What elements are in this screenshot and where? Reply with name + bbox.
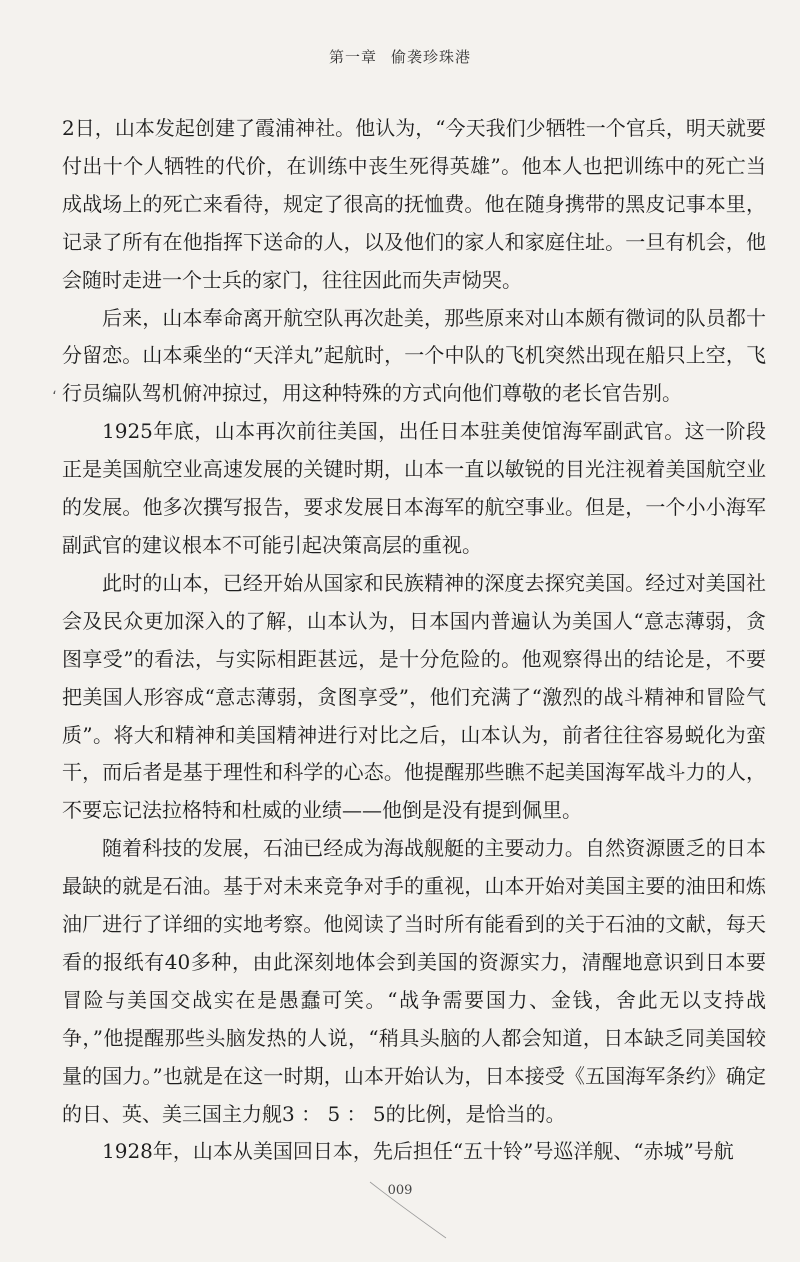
paragraph: 1928年，山本从美国回日本，先后担任“五十铃”号巡洋舰、“赤城”号航 (102, 1139, 734, 1164)
paragraph: 随着科技的发展，石油已经成为海战舰艇的主要动力。自然资源匮乏的日本最缺的就是石油。基于对未来竞争对手的重视，山本开始对美国主要的油田和炼油厂进行了详细的实地考察。他阅读了当时所有能看到的关于石油的文献，每天看的报纸有40多种，由此深刻地体会到美国的资源实力，清醒地意识到日本要冒险与美国交战实在是愚蠢可笑。“战争需要国力、金钱，舍此无以支持战争，”他提醒那些头脑发热的人说，“稍具头脑的人都会知道，日本缺乏同美国较量的国力。”也就是在这一时期，山本开始认为，日本接受《五国海军条约》确定的日、英、美三国主力舰3 ： 5 ： 5的比例，是恰当的。 (62, 836, 766, 1126)
paragraph: 此时的山本，已经开始从国家和民族精神的深度去探究美国。经过对美国社会及民众更加深入的了解，山本认为，日本国内普遍认为美国人“意志薄弱，贪图享受”的看法，与实际相距甚远，是十分危险的。他观察得出的结论是，不要把美国人形容成“意志薄弱，贪图享受”，他们充满了“激烈的战斗精神和冒险气质”。将大和精神和美国精神进行对比之后，山本认为，前者往往容易蜕化为蛮干，而后者是基于理性和科学的心态。他提醒那些瞧不起美国海军战斗力的人，不要忘记法拉格特和杜威的业绩——他倒是没有提到佩里。 (62, 570, 766, 823)
paragraph: 后来，山本奉命离开航空队再次赴美，那些原来对山本颇有微词的队员都十分留恋。山本乘坐的“天洋丸”起航时，一个中队的飞机突然出现在船只上空，飞行员编队驾机俯冲掠过，用这种特殊的方式向他们尊敬的老长官告别。 (62, 305, 766, 406)
margin-tick-mark: ، (52, 382, 57, 398)
running-header (0, 46, 800, 67)
body-text (62, 110, 766, 1171)
chapter-label: 第一章 (328, 48, 377, 66)
page-number: 009 (387, 1183, 413, 1198)
paragraph: 1925年底，山本再次前往美国，出任日本驻美使馆海军副武官。这一阶段正是美国航空业高速发展的关键时期，山本一直以敏锐的目光注视着美国航空业的发展。他多次撰写报告，要求发展日本海军的航空事业。但是，一个小小海军副武官的建议根本不可能引起决策高层的重视。 (62, 419, 766, 557)
paragraph: 2日，山本发起创建了霞浦神社。他认为，“今天我们少牺牲一个官兵，明天就要付出十个人牺牲的代价，在训练中丧生死得英雄”。他本人也把训练中的死亡当成战场上的死亡来看待，规定了很高的抚恤费。他在随身携带的黑皮记事本里，记录了所有在他指挥下送命的人，以及他们的家人和家庭住址。一旦有机会，他会随时走进一个士兵的家门，往往因此而失声恸哭。 (62, 116, 766, 292)
chapter-title: 偷袭珍珠港 (391, 48, 472, 66)
